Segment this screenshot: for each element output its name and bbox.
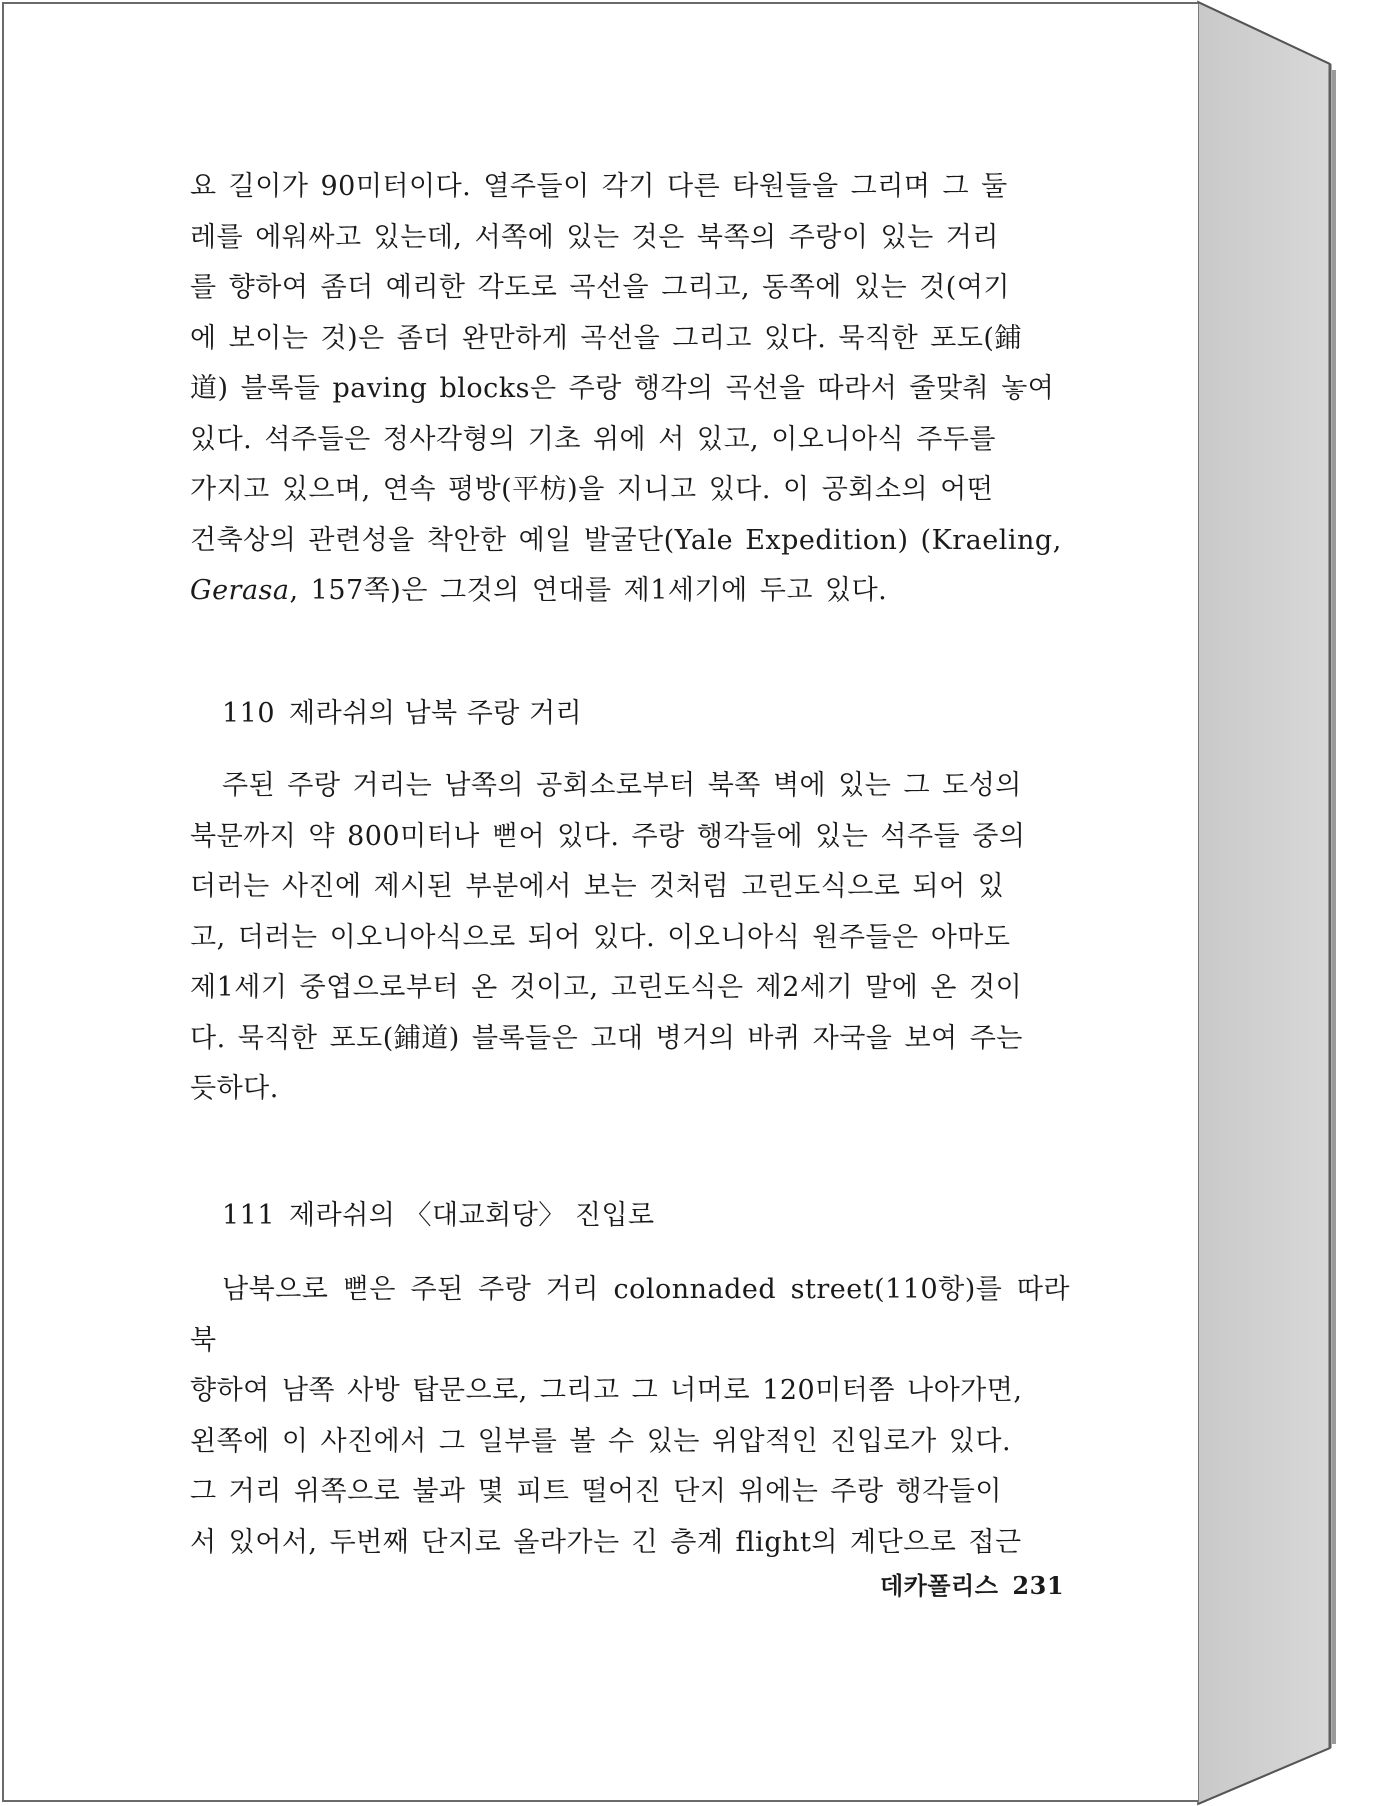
page-number: 231 [1012,1571,1065,1600]
book-side-face [1198,2,1330,1804]
text-line: 왼쪽에 이 사진에서 그 일부를 볼 수 있는 위압적인 진입로가 있다. [190,1425,1012,1457]
text-line: 있다. 석주들은 정사각형의 기초 위에 서 있고, 이오니아식 주두를 [190,423,996,455]
text-line: 그 거리 위쪽으로 불과 몇 피트 떨어진 단지 위에는 주랑 행각들이 [190,1476,1002,1507]
section-title: 제라쉬의 〈대교회당〉 진입로 [289,1200,655,1231]
text-line: 남북으로 뻗은 주된 주랑 거리 colonnaded street(110항)를 따라 북 [190,1274,1070,1356]
text-line: 가지고 있으며, 연속 평방(平枋)을 지니고 있다. 이 공회소의 어떤 [190,474,994,505]
text-line: 를 향하여 좀더 예리한 각도로 곡선을 그리고, 동쪽에 있는 것(여기 [190,272,1010,303]
footer-section-title: 데카폴리스 [880,1572,999,1600]
section-number: 111 [222,1200,276,1231]
text-line: 다. 묵직한 포도(鋪道) 블록들은 고대 병거의 바퀴 자국을 보여 주는 [190,1022,1023,1054]
text-line: 듯하다. [190,1073,279,1104]
text-line: 제1세기 중엽으로부터 온 것이고, 고린도식은 제2세기 말에 온 것이 [190,972,1023,1003]
citation-rest: , 157쪽)은 그것의 연대를 제1세기에 두고 있다. [289,575,888,606]
section-title: 제라쉬의 남북 주랑 거리 [289,698,583,729]
text-line: 건축상의 관련성을 착안한 예일 발굴단(Yale Expedition) (Kraeling, [190,524,1062,556]
text-line-last [190,566,1070,617]
citation-title: Gerasa [190,575,290,606]
text-line: 요 길이가 90미터이다. 열주들이 각기 다른 타원들을 그리며 그 둘 [190,171,1008,202]
text-line: 서 있어서, 두번째 단지로 올라가는 긴 층계 flight의 계단으로 접근 [190,1526,1022,1558]
text-line: 고, 더러는 이오니아식으로 되어 있다. 이오니아식 원주들은 아마도 [190,921,1011,953]
paragraph-110 [190,761,1070,1115]
text-line: 북문까지 약 800미터나 뻗어 있다. 주랑 행각들에 있는 석주들 중의 [190,820,1026,852]
text-line: 더러는 사진에 제시된 부분에서 보는 것처럼 고린도식으로 되어 있 [190,871,1005,902]
text-line: 향하여 남쪽 사방 탑문으로, 그리고 그 너머로 120미터쯤 나아가면, [190,1375,1023,1406]
section-heading-111 [222,1196,655,1236]
text-line: 주된 주랑 거리는 남쪽의 공회소로부터 북쪽 벽에 있는 그 도성의 [222,770,1022,801]
paragraph-continuation [190,162,1070,617]
text-line: 에 보이는 것)은 좀더 완만하게 곡선을 그리고 있다. 묵직한 포도(鋪 [190,322,1022,354]
section-number: 110 [222,698,276,729]
text-line: 레를 에워싸고 있는데, 서쪽에 있는 것은 북쪽의 주랑이 있는 거리 [190,221,999,253]
paragraph-111 [190,1265,1070,1568]
running-footer [880,1566,1064,1601]
section-heading-110 [222,694,582,734]
text-line: 道) 블록들 paving blocks은 주랑 행각의 곡선을 따라서 줄맞춰 놓여 [190,373,1055,404]
